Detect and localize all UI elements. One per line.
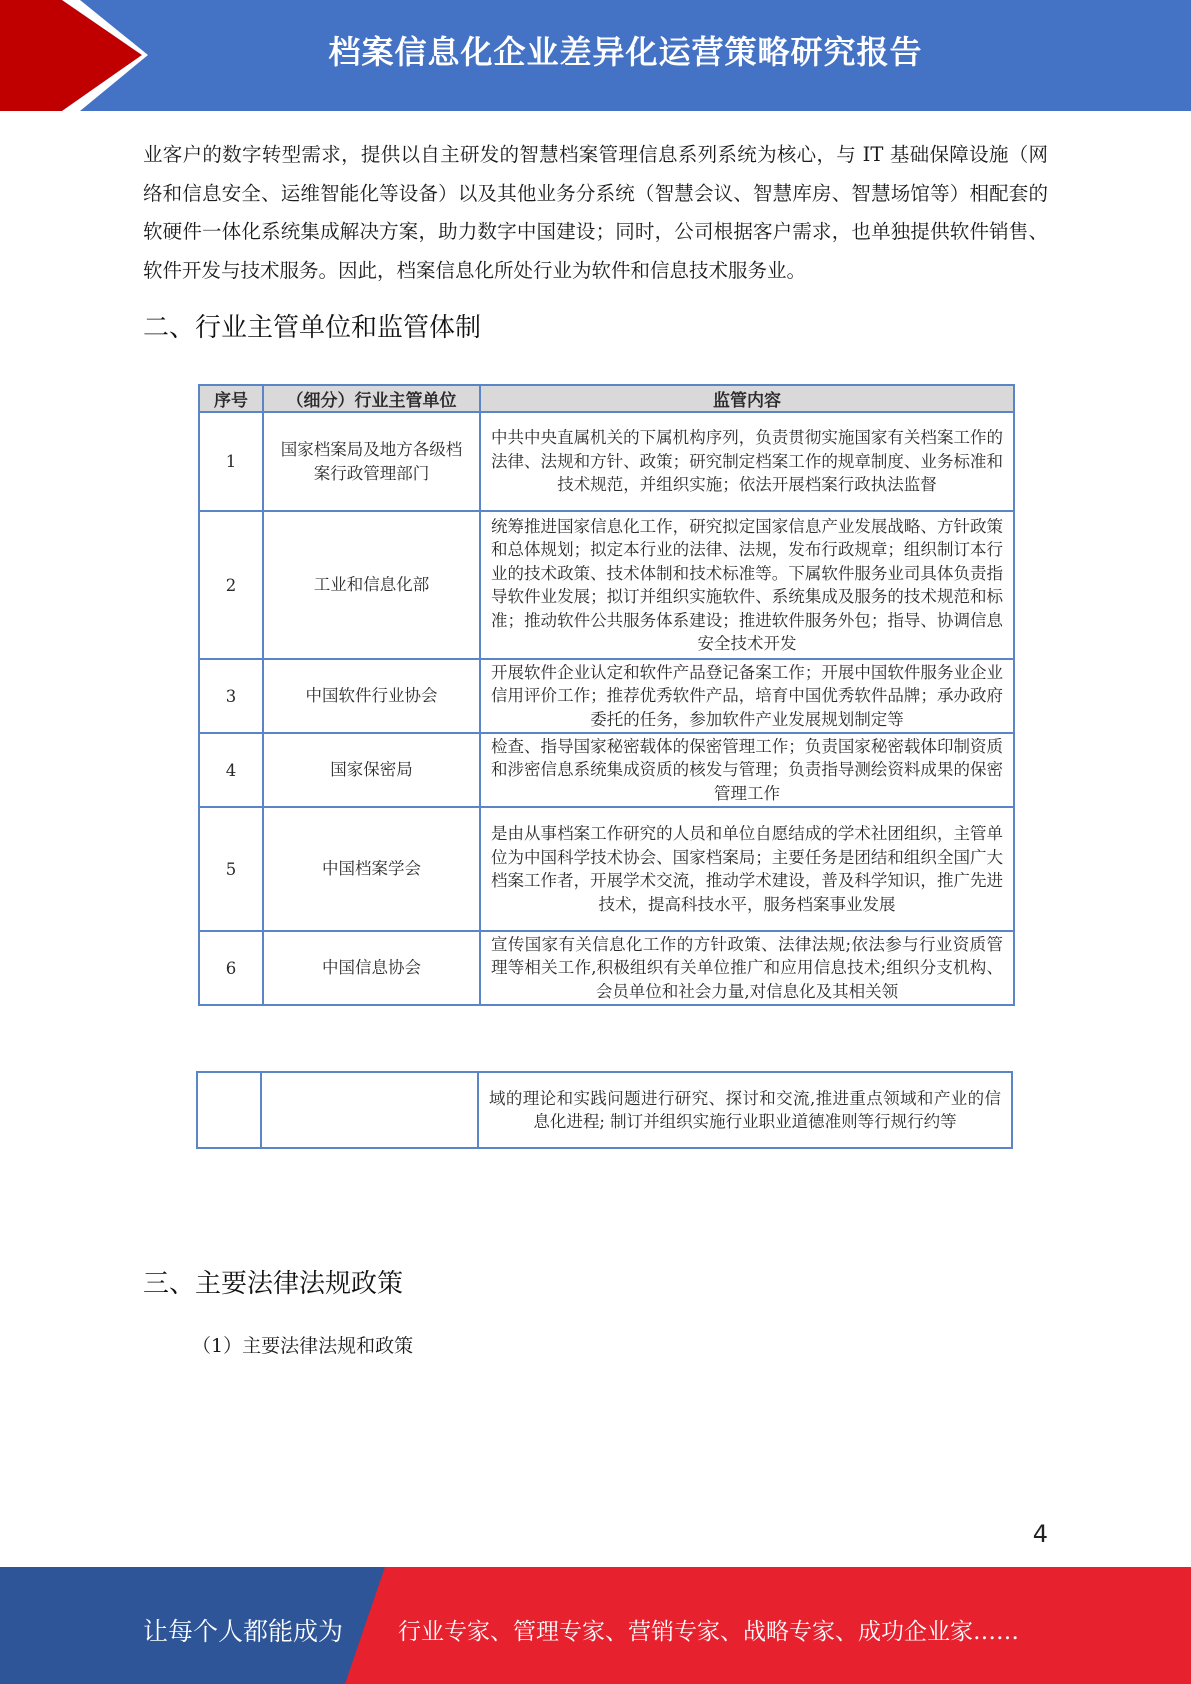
row-content: 是由从事档案工作研究的人员和单位自愿结成的学术社团组织，主管单位为中国科学技术协会、国家档案局；主要任务是团结和组织全国广大档案工作者，开展学术交流，推动学术建设，普及科学知识，推广先进技术，提高科技水平，服务档案事业发展 [480, 807, 1014, 931]
row-content: 统筹推进国家信息化工作，研究拟定国家信息产业发展战略、方针政策和总体规划；拟定本行业的法律、法规，发布行政规章；组织制订本行业的技术政策、技术体制和技术标准等。下属软件服务业司具体负责指导软件业发展；拟订并组织实施软件、系统集成及服务的技术规范和标准；推动软件公共服务体系建设；推进软件服务外包；指导、协调信息安全技术开发 [480, 511, 1014, 659]
table-row [199, 807, 1014, 931]
intro-paragraph: 业客户的数字转型需求，提供以自主研发的智慧档案管理信息系列系统为核心，与 IT 基础保障设施（网络和信息安全、运维智能化等设备）以及其他业务分系统（智慧会议、智慧库房、智慧场馆等）相配套的软硬件一体化系统集成解决方案，助力数字中国建设；同时，公司根据客户需求，也单独提供软件销售、软件开发与技术服务。因此，档案信息化所处行业为软件和信息技术服务业。 [143, 143, 1048, 282]
row-no: 3 [199, 659, 263, 733]
section3-heading: 三、主要法律法规政策 [143, 1269, 404, 1299]
regulator-table-continuation [196, 1071, 1013, 1149]
header-no: 序号 [199, 385, 263, 412]
row-unit: 中国档案学会 [263, 807, 480, 931]
row-no: 5 [199, 807, 263, 931]
header-unit: （细分）行业主管单位 [263, 385, 480, 412]
document-title: 档案信息化企业差异化运营策略研究报告 [328, 33, 923, 71]
row-unit: 国家保密局 [263, 733, 480, 807]
page-number: 4 [1032, 1520, 1048, 1548]
table-row [199, 412, 1014, 511]
row-unit: 中国软件行业协会 [263, 659, 480, 733]
row-no: 6 [199, 931, 263, 1005]
subsection-heading: （1）主要法律法规和政策 [192, 1335, 414, 1357]
table-row [199, 931, 1014, 1005]
row-no [197, 1072, 261, 1148]
regulator-table [198, 384, 1015, 1006]
row-content: 中共中央直属机关的下属机构序列，负责贯彻实施国家有关档案工作的法律、法规和方针、政策；研究制定档案工作的规章制度、业务标准和技术规范，并组织实施；依法开展档案行政执法监督 [480, 412, 1014, 511]
row-unit: 中国信息协会 [263, 931, 480, 1005]
row-no: 4 [199, 733, 263, 807]
page-header [0, 0, 1191, 111]
row-content: 宣传国家有关信息化工作的方针政策、法律法规;依法参与行业资质管理等相关工作,积极组织有关单位推广和应用信息技术;组织分支机构、会员单位和社会力量,对信息化及其相关领 [480, 931, 1014, 1005]
row-content: 域的理论和实践问题进行研究、探讨和交流,推进重点领域和产业的信息化进程; 制订并组织实施行业职业道德准则等行规行约等 [478, 1072, 1012, 1148]
row-content: 检查、指导国家秘密载体的保密管理工作；负责国家秘密载体印制资质和涉密信息系统集成资质的核发与管理；负责指导测绘资料成果的保密管理工作 [480, 733, 1014, 807]
header-content: 监管内容 [480, 385, 1014, 412]
section2-heading: 二、行业主管单位和监管体制 [143, 313, 482, 343]
table-row [199, 511, 1014, 659]
row-no: 2 [199, 511, 263, 659]
footer-slogan-right: 行业专家、管理专家、营销专家、战略专家、成功企业家…… [398, 1619, 1019, 1645]
table-row [199, 733, 1014, 807]
table-header-row [199, 385, 1014, 412]
row-content: 开展软件企业认定和软件产品登记备案工作；开展中国软件服务业企业信用评价工作；推荐优秀软件产品，培育中国优秀软件品牌；承办政府委托的任务，参加软件产业发展规划制定等 [480, 659, 1014, 733]
row-unit: 工业和信息化部 [263, 511, 480, 659]
row-unit: 国家档案局及地方各级档案行政管理部门 [263, 412, 480, 511]
row-unit [261, 1072, 478, 1148]
row-no: 1 [199, 412, 263, 511]
table-row [199, 659, 1014, 733]
footer-slogan-left: 让每个人都能成为 [143, 1617, 344, 1646]
table-row [197, 1072, 1012, 1148]
